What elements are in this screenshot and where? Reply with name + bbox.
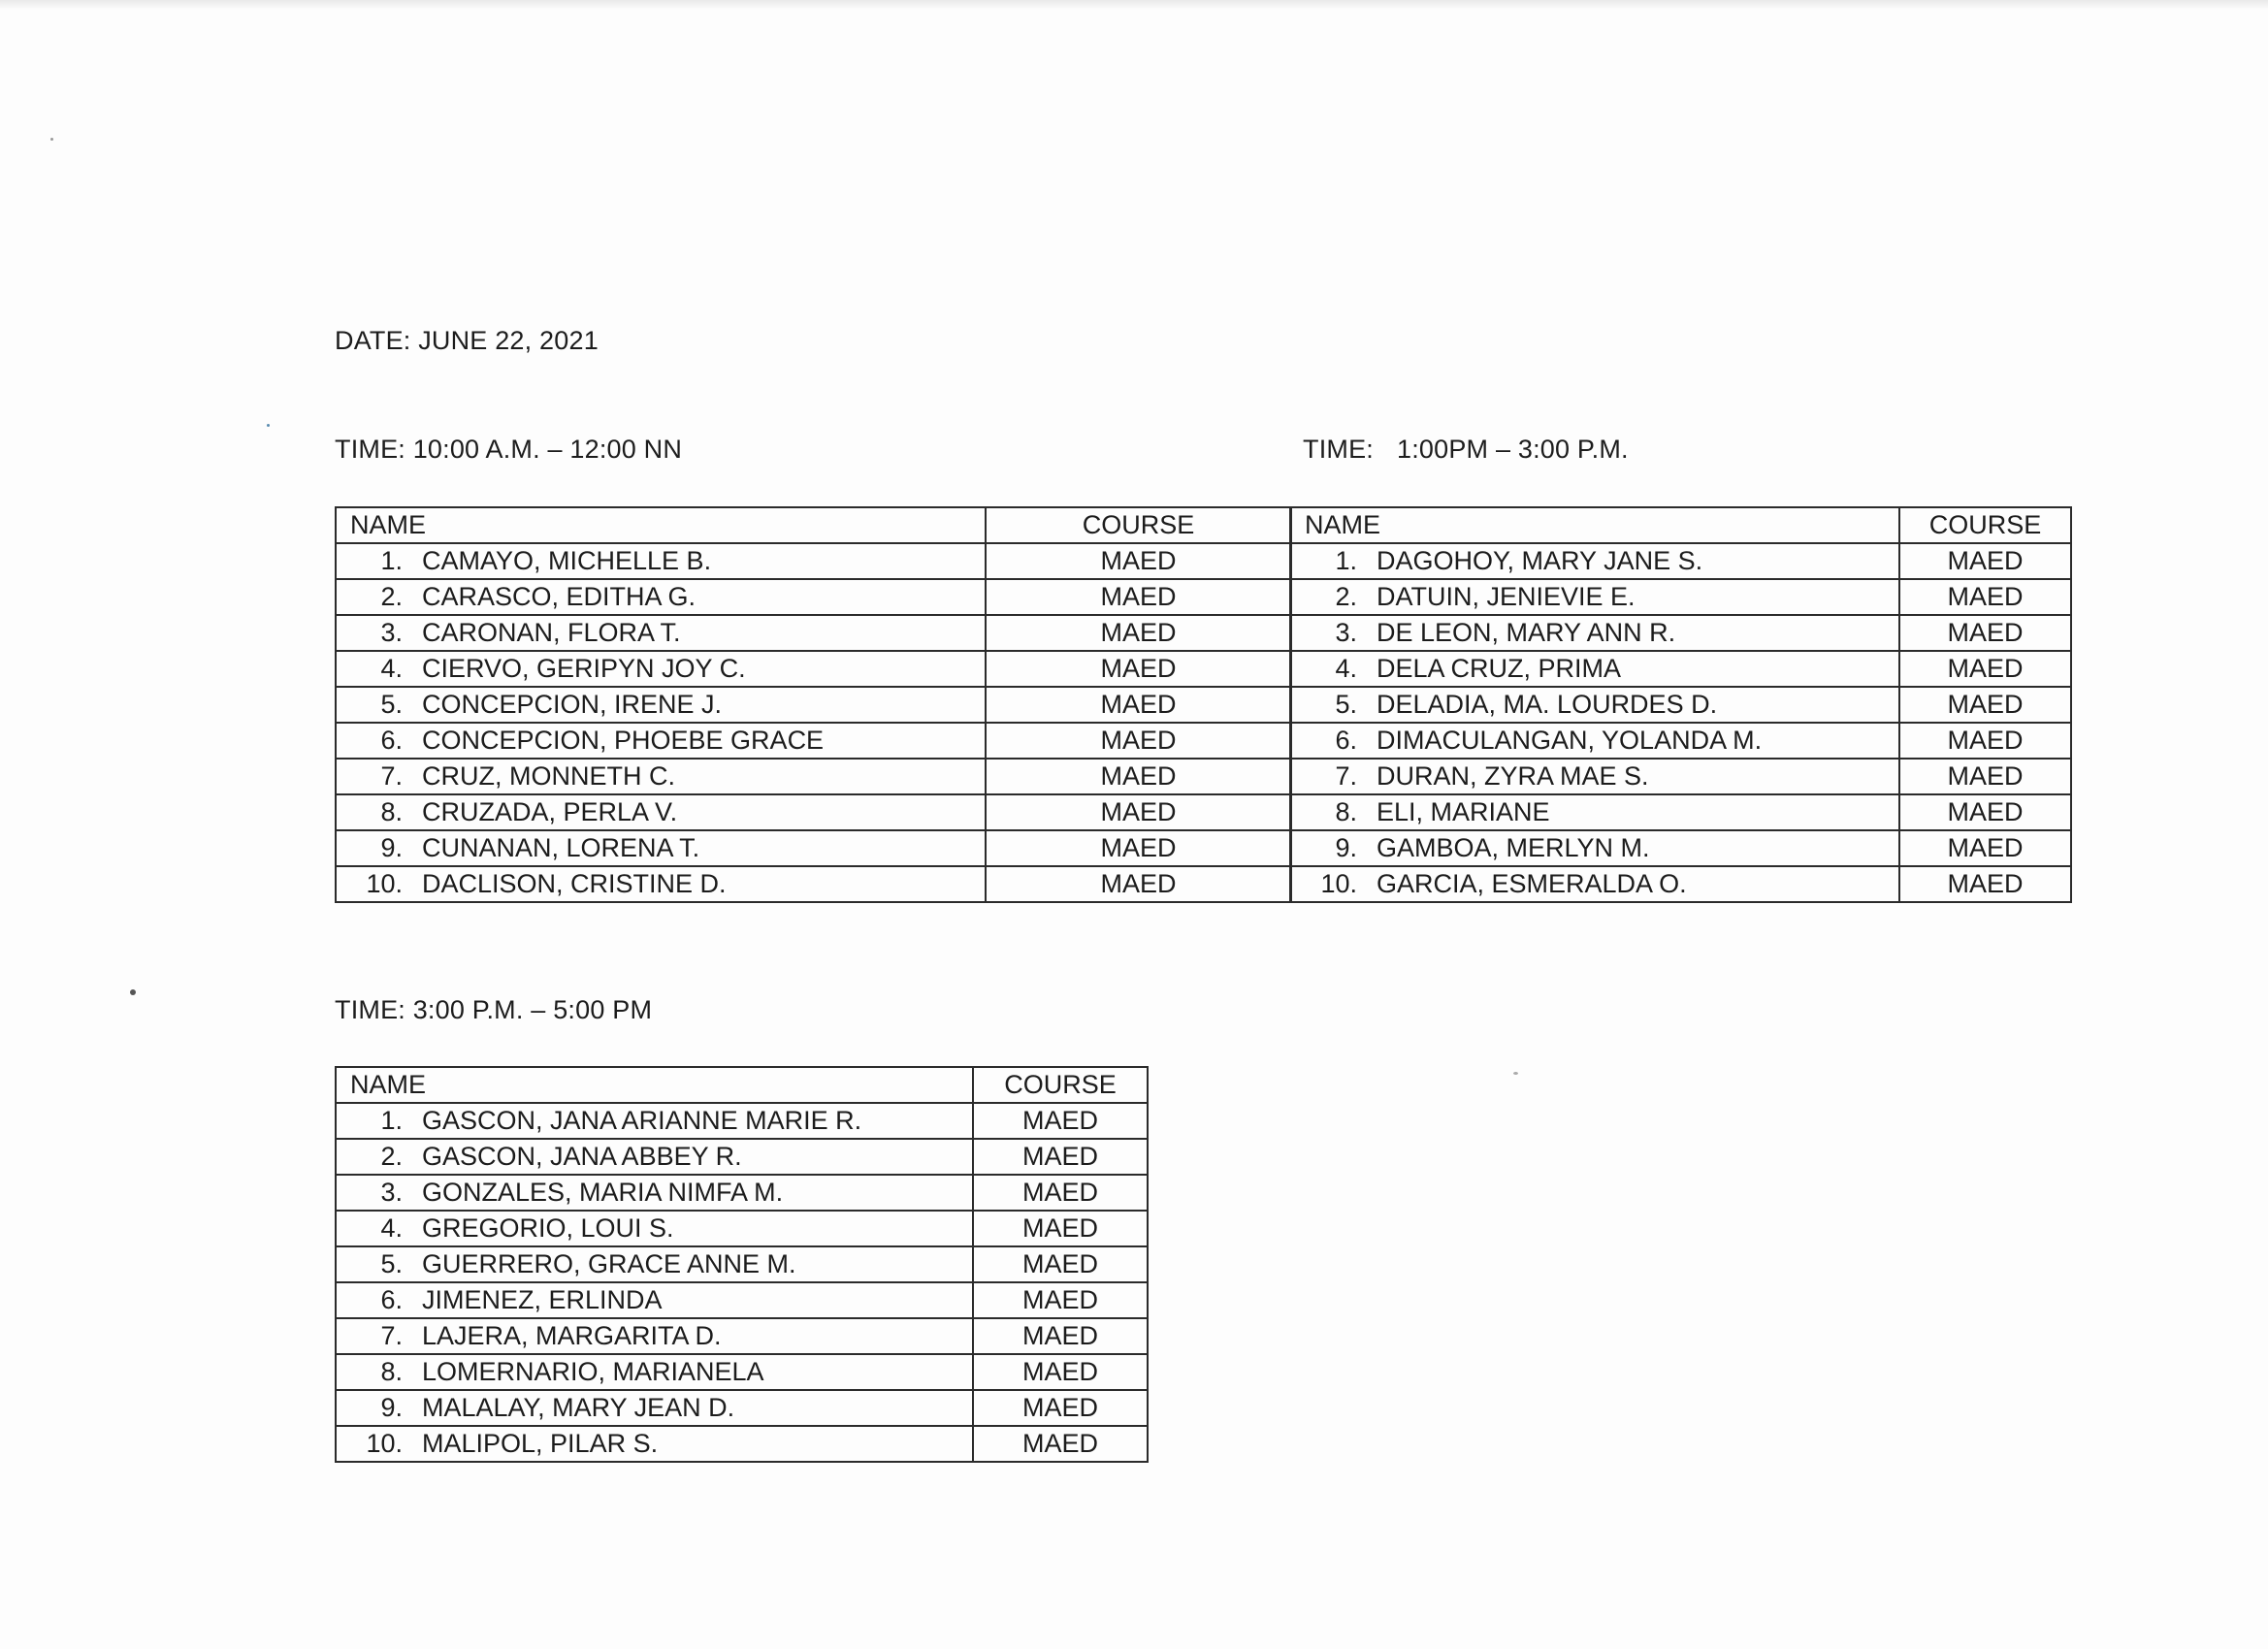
row-number: 6. <box>1335 726 1357 755</box>
student-name: GUERRERO, GRACE ANNE M. <box>422 1249 796 1278</box>
session-1-time <box>335 435 682 465</box>
student-name-cell <box>1290 543 1899 579</box>
course-cell: MAED <box>986 794 1291 830</box>
table-row <box>336 1426 1148 1462</box>
student-name: CARASCO, EDITHA G. <box>422 582 697 611</box>
row-number: 2. <box>1335 582 1357 611</box>
row-number: 3. <box>1335 618 1357 647</box>
table-row <box>336 1318 1148 1354</box>
student-name-cell <box>336 1354 973 1390</box>
course-cell: MAED <box>1899 579 2071 615</box>
table-row <box>336 1139 1148 1175</box>
student-name-cell <box>336 1103 973 1139</box>
course-cell: MAED <box>986 651 1291 687</box>
student-name-cell <box>336 615 986 651</box>
student-name-cell <box>1290 866 1899 902</box>
session-3-time <box>335 995 652 1025</box>
student-name-cell <box>336 1318 973 1354</box>
table-header-row <box>336 1067 1148 1103</box>
student-name: GREGORIO, LOUI S. <box>422 1213 674 1243</box>
course-cell: MAED <box>973 1139 1148 1175</box>
student-name-cell <box>336 866 986 902</box>
name-column-header: NAME <box>336 1067 973 1103</box>
row-number: 3. <box>380 618 403 647</box>
row-number: 7. <box>380 761 403 791</box>
student-name-cell <box>336 579 986 615</box>
table-row <box>336 1211 1148 1246</box>
course-cell: MAED <box>986 615 1291 651</box>
session-3-roster-table <box>335 1066 1149 1463</box>
course-column-header: COURSE <box>973 1067 1148 1103</box>
student-name: MALALAY, MARY JEAN D. <box>422 1393 735 1422</box>
student-name: DELADIA, MA. LOURDES D. <box>1377 690 1718 719</box>
session-3-time-label: TIME: <box>335 995 405 1024</box>
name-column-header: NAME <box>1290 507 1899 543</box>
row-number: 1. <box>380 546 403 575</box>
student-name: CRUZ, MONNETH C. <box>422 761 675 791</box>
course-cell: MAED <box>973 1103 1148 1139</box>
row-number: 6. <box>380 726 403 755</box>
student-name: LAJERA, MARGARITA D. <box>422 1321 722 1350</box>
table-row <box>1290 687 2071 723</box>
scan-speck <box>130 989 136 995</box>
student-name: LOMERNARIO, MARIANELA <box>422 1357 764 1386</box>
student-name: DACLISON, CRISTINE D. <box>422 869 727 898</box>
course-cell: MAED <box>1899 830 2071 866</box>
student-name-cell <box>336 1211 973 1246</box>
student-name-cell <box>1290 579 1899 615</box>
table-row <box>336 830 1291 866</box>
student-name: GONZALES, MARIA NIMFA M. <box>422 1178 784 1207</box>
table-row <box>336 759 1291 794</box>
course-column-header: COURSE <box>986 507 1291 543</box>
row-number: 7. <box>1335 761 1357 791</box>
student-name: DE LEON, MARY ANN R. <box>1377 618 1676 647</box>
table-row <box>336 651 1291 687</box>
table-row <box>1290 723 2071 759</box>
row-number: 9. <box>380 1393 403 1422</box>
student-name: CAMAYO, MICHELLE B. <box>422 546 712 575</box>
row-number: 3. <box>380 1178 403 1207</box>
table-row <box>336 687 1291 723</box>
course-cell: MAED <box>973 1318 1148 1354</box>
session-2-roster-table <box>1289 506 2072 903</box>
course-cell: MAED <box>986 687 1291 723</box>
session-2-time-value: 1:00PM – 3:00 P.M. <box>1397 435 1629 464</box>
row-number: 4. <box>380 654 403 683</box>
student-name: DIMACULANGAN, YOLANDA M. <box>1377 726 1763 755</box>
table-row <box>1290 615 2071 651</box>
table-row <box>1290 543 2071 579</box>
student-name: GAMBOA, MERLYN M. <box>1377 833 1650 862</box>
course-cell: MAED <box>973 1426 1148 1462</box>
table-row <box>1290 794 2071 830</box>
student-name-cell <box>336 1390 973 1426</box>
course-cell: MAED <box>973 1390 1148 1426</box>
course-cell: MAED <box>986 866 1291 902</box>
student-name-cell <box>1290 615 1899 651</box>
student-name: GASCON, JANA ABBEY R. <box>422 1142 742 1171</box>
student-name: GASCON, JANA ARIANNE MARIE R. <box>422 1106 862 1135</box>
table-row <box>1290 830 2071 866</box>
row-number: 9. <box>380 833 403 862</box>
row-number: 4. <box>380 1213 403 1243</box>
student-name-cell <box>336 687 986 723</box>
student-name-cell <box>336 830 986 866</box>
course-cell: MAED <box>1899 723 2071 759</box>
row-number: 5. <box>380 1249 403 1278</box>
student-name: GARCIA, ESMERALDA O. <box>1377 869 1687 898</box>
table-row <box>1290 651 2071 687</box>
student-name-cell <box>336 794 986 830</box>
table-row <box>336 615 1291 651</box>
row-number: 5. <box>380 690 403 719</box>
course-cell: MAED <box>973 1175 1148 1211</box>
scan-edge-shadow <box>0 0 2268 10</box>
row-number: 10. <box>366 1429 403 1458</box>
course-column-header: COURSE <box>1899 507 2071 543</box>
row-number: 9. <box>1335 833 1357 862</box>
row-number: 2. <box>380 1142 403 1171</box>
row-number: 7. <box>380 1321 403 1350</box>
table-row <box>336 1354 1148 1390</box>
course-cell: MAED <box>1899 759 2071 794</box>
course-cell: MAED <box>1899 687 2071 723</box>
student-name: MALIPOL, PILAR S. <box>422 1429 659 1458</box>
course-cell: MAED <box>1899 651 2071 687</box>
student-name: CIERVO, GERIPYN JOY C. <box>422 654 746 683</box>
scan-speck <box>50 138 53 141</box>
course-cell: MAED <box>986 579 1291 615</box>
row-number: 4. <box>1335 654 1357 683</box>
table-row <box>336 579 1291 615</box>
student-name: DATUIN, JENIEVIE E. <box>1377 582 1636 611</box>
table-row <box>1290 759 2071 794</box>
student-name-cell <box>1290 794 1899 830</box>
student-name-cell <box>336 543 986 579</box>
student-name: CRUZADA, PERLA V. <box>422 797 678 826</box>
student-name: DAGOHOY, MARY JANE S. <box>1377 546 1703 575</box>
row-number: 10. <box>1320 869 1357 898</box>
student-name-cell <box>336 723 986 759</box>
student-name-cell <box>1290 687 1899 723</box>
table-header-row <box>1290 507 2071 543</box>
student-name: CONCEPCION, PHOEBE GRACE <box>422 726 825 755</box>
student-name-cell <box>336 1246 973 1282</box>
student-name-cell <box>1290 830 1899 866</box>
student-name-cell <box>1290 759 1899 794</box>
course-cell: MAED <box>973 1354 1148 1390</box>
course-cell: MAED <box>973 1211 1148 1246</box>
row-number: 1. <box>1335 546 1357 575</box>
session-1-time-value: 10:00 A.M. – 12:00 NN <box>412 435 683 464</box>
row-number: 1. <box>380 1106 403 1135</box>
table-header-row <box>336 507 1291 543</box>
session-1-time-label: TIME: <box>335 435 405 464</box>
course-cell: MAED <box>986 723 1291 759</box>
row-number: 8. <box>380 1357 403 1386</box>
student-name-cell <box>336 651 986 687</box>
schedule-date: DATE: JUNE 22, 2021 <box>335 326 599 355</box>
course-cell: MAED <box>1899 615 2071 651</box>
student-name: CONCEPCION, IRENE J. <box>422 690 723 719</box>
session-2-time-label: TIME: <box>1303 435 1374 464</box>
scan-speck <box>1513 1072 1518 1075</box>
table-row <box>336 723 1291 759</box>
course-cell: MAED <box>986 543 1291 579</box>
scan-speck <box>267 424 270 427</box>
student-name: ELI, MARIANE <box>1377 797 1550 826</box>
student-name-cell <box>1290 651 1899 687</box>
table-row <box>1290 866 2071 902</box>
table-row <box>336 1103 1148 1139</box>
student-name-cell <box>1290 723 1899 759</box>
table-row <box>336 794 1291 830</box>
row-number: 10. <box>366 869 403 898</box>
row-number: 8. <box>380 797 403 826</box>
student-name-cell <box>336 1175 973 1211</box>
student-name: CUNANAN, LORENA T. <box>422 833 700 862</box>
course-cell: MAED <box>973 1246 1148 1282</box>
table-row <box>336 543 1291 579</box>
student-name-cell <box>336 759 986 794</box>
table-row <box>1290 579 2071 615</box>
course-cell: MAED <box>986 759 1291 794</box>
table-row <box>336 866 1291 902</box>
student-name-cell <box>336 1139 973 1175</box>
row-number: 2. <box>380 582 403 611</box>
row-number: 6. <box>380 1285 403 1314</box>
table-row <box>336 1175 1148 1211</box>
table-row <box>336 1282 1148 1318</box>
name-column-header: NAME <box>336 507 986 543</box>
course-cell: MAED <box>1899 794 2071 830</box>
course-cell: MAED <box>1899 866 2071 902</box>
student-name-cell <box>336 1426 973 1462</box>
course-cell: MAED <box>1899 543 2071 579</box>
student-name: JIMENEZ, ERLINDA <box>422 1285 663 1314</box>
session-2-time <box>1303 435 1629 465</box>
student-name: CARONAN, FLORA T. <box>422 618 681 647</box>
session-3-time-value: 3:00 P.M. – 5:00 PM <box>412 995 653 1024</box>
student-name: DELA CRUZ, PRIMA <box>1377 654 1622 683</box>
table-row <box>336 1246 1148 1282</box>
student-name-cell <box>336 1282 973 1318</box>
course-cell: MAED <box>973 1282 1148 1318</box>
course-cell: MAED <box>986 830 1291 866</box>
table-row <box>336 1390 1148 1426</box>
session-1-roster-table <box>335 506 1292 903</box>
student-name: DURAN, ZYRA MAE S. <box>1377 761 1649 791</box>
row-number: 8. <box>1335 797 1357 826</box>
row-number: 5. <box>1335 690 1357 719</box>
